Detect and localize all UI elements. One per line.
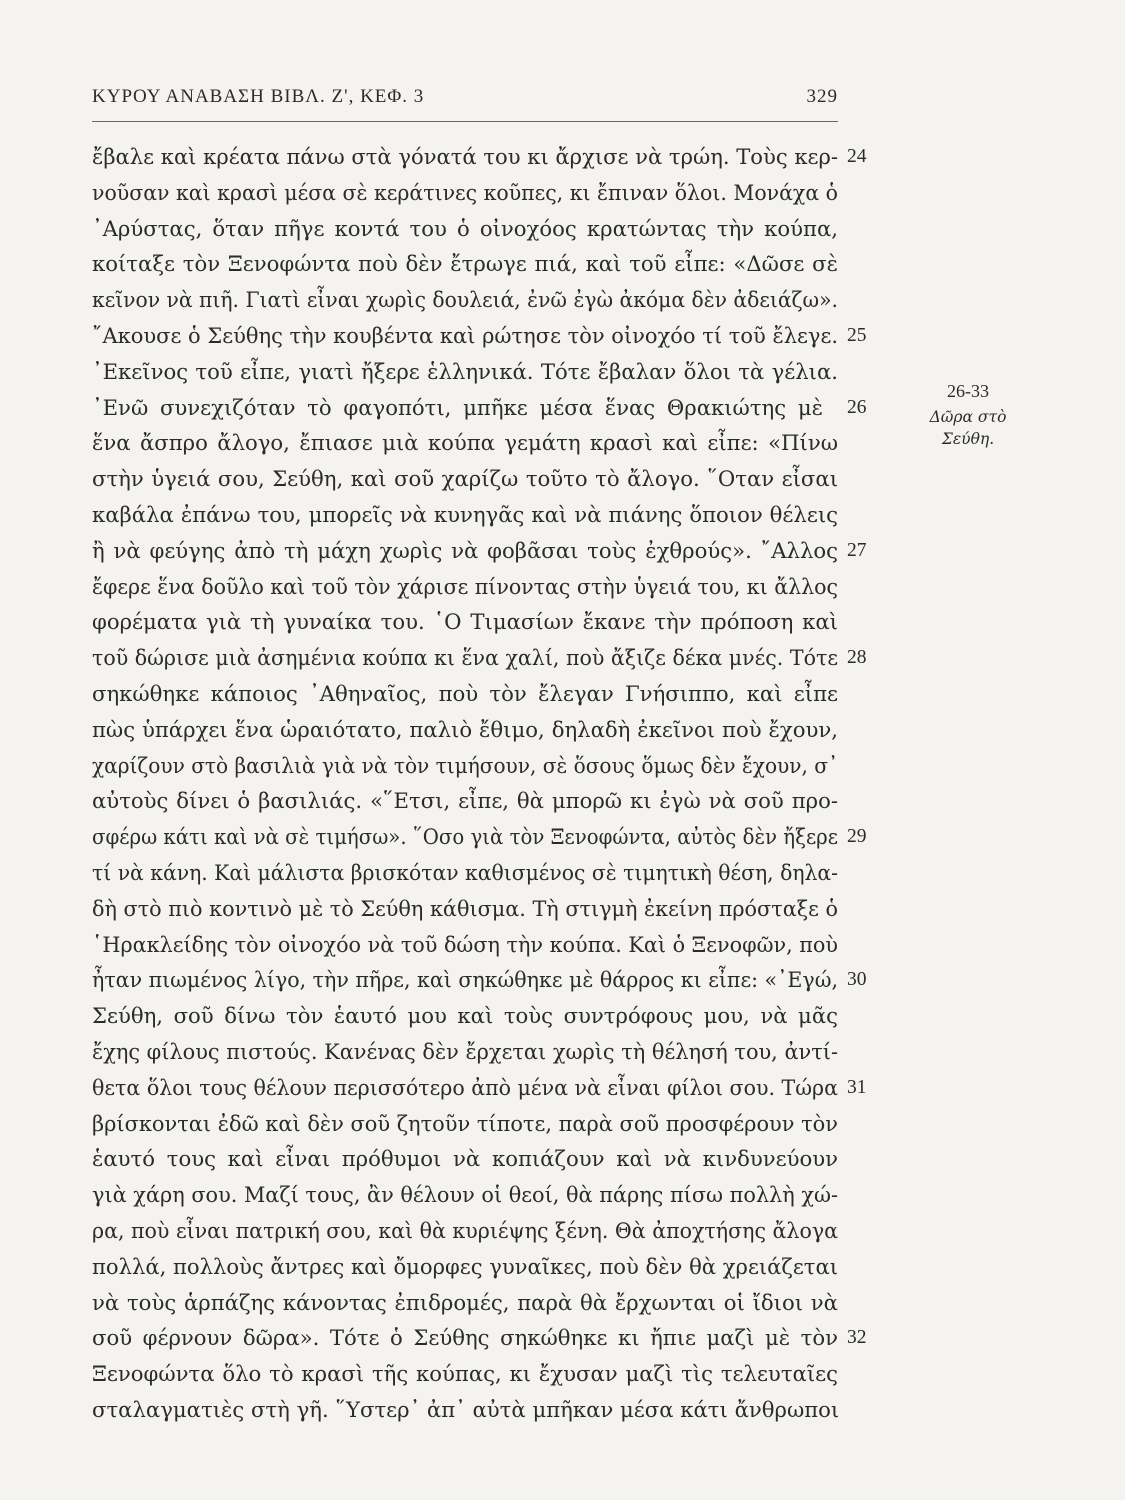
line-text: ᾿Εκεῖνος τοῦ εἶπε, γιατὶ ἤξερε ἑλληνικά. Τότε ἔβαλαν ὅλοι τὰ γέλια. [92,358,838,384]
line-text: χαρίζουν στὸ βασιλιὰ γιὰ νὰ τὸν τιμήσουν, σὲ ὅσους ὅμως δὲν ἔχουν, σ᾿ [92,752,838,778]
line-text: τοῦ δώρισε μιὰ ἀσημένια κούπα κι ἕνα χαλί, ποὺ ἄξιζε δέκα μνές. Τότε [92,645,838,671]
line-text: στὴν ὑγειά σου, Σεύθη, καὶ σοῦ χαρίζω τοῦτο τὸ ἄλογο. ῞Οταν εἶσαι [92,466,838,492]
text-line [92,676,842,712]
text-line [92,1356,842,1392]
text-line [92,318,867,354]
line-text: νοῦσαν καὶ κρασὶ μέσα σὲ κεράτινες κοῦπες, κι ἔπιναν ὅλοι. Μονάχα ὁ [92,179,838,205]
line-text: αὐτοὺς δίνει ὁ βασιλιάς. «῞Ετσι, εἶπε, θὰ μπορῶ κι ἐγὼ νὰ σοῦ προ- [92,788,838,814]
text-line [92,1249,842,1285]
paragraph-number: 32 [847,1327,867,1349]
line-text: κοίταξε τὸν Ξενοφώντα ποὺ δὲν ἔτρωγε πιά, καὶ τοῦ εἶπε: «Δῶσε σὲ [92,251,838,277]
text-line [92,1392,842,1428]
paragraph-number: 26 [847,396,867,418]
text-line [92,1034,842,1070]
line-text: Σεύθη, σοῦ δίνω τὸν ἑαυτό μου καὶ τοὺς συντρόφους μου, νὰ μᾶς [92,1003,838,1029]
text-line [92,569,842,605]
paragraph-number: 28 [847,647,867,669]
line-text: ᾿Ενῶ συνεχιζόταν τὸ φαγοπότι, μπῆκε μέσα ἕνας Θρακιώτης μὲ [92,394,823,420]
text-line [92,783,842,819]
line-text: ἦταν πιωμένος λίγο, τὴν πῆρε, καὶ σηκώθηκε μὲ θάρρος κι εἶπε: «᾿Εγώ, [92,967,838,993]
text-line [92,640,867,676]
page-number: 329 [806,86,838,107]
line-text: θετα ὅλοι τους θέλουν περισσότερο ἀπὸ μένα νὰ εἶναι φίλοι σου. Τώρα [92,1074,838,1100]
text-line [92,175,842,211]
line-text: σταλαγματιὲς στὴ γῆ. ῞Υστερ᾿ ἀπ᾿ αὐτὰ μπῆκαν μέσα κάτι ἄνθρωποι [92,1396,840,1422]
text-line [92,354,842,390]
text-line [92,282,842,318]
line-text: καβάλα ἐπάνω του, μπορεῖς νὰ κυνηγᾶς καὶ νὰ πιάνης ὅποιον θέλεις [92,501,838,527]
text-line [92,1106,842,1142]
text-line [92,533,867,569]
text-line [92,927,842,963]
line-text: σφέρω κάτι καὶ νὰ σὲ τιμήσω». ῞Οσο γιὰ τὸν Ξενοφώντα, αὐτὸς δὲν ἤξερε [92,824,838,850]
line-text: ἔχης φίλους πιστούς. Κανένας δὲν ἔρχεται χωρὶς τὴ θέλησή του, ἀντί- [92,1038,838,1064]
line-text: ἑαυτό τους καὶ εἶναι πρόθυμοι νὰ κοπιάζουν καὶ νὰ κινδυνεύουν [92,1146,838,1172]
line-text: τί νὰ κάνη. Καὶ μάλιστα βρισκόταν καθισμένος σὲ τιμητικὴ θέση, δηλα- [92,859,838,885]
paragraph-number: 31 [847,1076,867,1098]
text-line [92,712,842,748]
text-line [92,855,842,891]
margin-note-range: 26-33 [947,381,989,401]
line-text: κεῖνον νὰ πιῆ. Γιατὶ εἶναι χωρὶς δουλειά, ἐνῶ ἐγὼ ἀκόμα δὲν ἀδειάζω». [92,287,838,313]
line-text: σοῦ φέρνουν δῶρα». Τότε ὁ Σεύθης σηκώθηκε κι ἤπιε μαζὶ μὲ τὸν [92,1325,838,1351]
paragraph-number: 24 [847,146,867,167]
line-text: σηκώθηκε κάποιος ᾿Αθηναῖος, ποὺ τὸν ἔλεγαν Γνήσιππο, καὶ εἶπε [92,680,838,706]
line-text: πὼς ὑπάρχει ἕνα ὡραιότατο, παλιὸ ἔθιμο, δηλαδὴ ἐκεῖνοι ποὺ ἔχουν, [92,716,838,742]
text-line [92,390,867,426]
line-text: δὴ στὸ πιὸ κοντινὸ μὲ τὸ Σεύθη κάθισμα. Τὴ στιγμὴ ἐκείνη πρόσταξε ὁ [92,895,838,921]
text-line [92,1177,842,1213]
text-line [92,1285,842,1321]
text-line [92,1213,842,1249]
line-text: ἔφερε ἕνα δοῦλο καὶ τοῦ τὸν χάρισε πίνοντας στὴν ὑγειά του, κι ἄλλος [92,573,838,599]
line-text: ἢ νὰ φεύγης ἀπὸ τὴ μάχη χωρὶς νὰ φοβᾶσαι τοὺς ἐχθρούς». ῎Αλλος [92,537,838,563]
margin-note-caption: Δῶρα στὸ Σεύθη. [929,408,1007,448]
text-line [92,998,842,1034]
text-line [92,891,842,927]
text-line [92,1320,867,1356]
text-line [92,1070,867,1106]
margin-note [905,376,1031,450]
line-text: πολλά, πολλοὺς ἄντρες καὶ ὄμορφες γυναῖκες, ποὺ δὲν θὰ χρειάζεται [92,1253,838,1279]
text-line [92,497,842,533]
line-text: ῎Ακουσε ὁ Σεύθης τὴν κουβέντα καὶ ρώτησε τὸν οἰνοχόο τί τοῦ ἔλεγε. [92,322,838,348]
line-text: νὰ τοὺς ἁρπάζης κάνοντας ἐπιδρομές, παρὰ θὰ ἔρχωνται οἱ ἴδιοι νὰ [92,1289,838,1315]
line-text: γιὰ χάρη σου. Μαζί τους, ἂν θέλουν οἱ θεοί, θὰ πάρης πίσω πολλὴ χώ- [92,1182,838,1208]
paragraph-number: 30 [847,969,867,991]
text-line [92,211,842,247]
running-title: ΚΥΡΟΥ ΑΝΑΒΑΣΗ ΒΙΒΛ. Ζ', ΚΕΦ. 3 [92,86,425,107]
text-line [92,748,842,784]
line-text: βρίσκονται ἐδῶ καὶ δὲν σοῦ ζητοῦν τίποτε, παρὰ σοῦ προσφέρουν τὸν [92,1110,838,1136]
text-line [92,819,867,855]
header-rule [92,121,838,122]
body-text [92,139,867,1428]
text-line [92,1141,842,1177]
text-line [92,246,842,282]
paragraph-number: 27 [847,539,867,561]
paragraph-number: 25 [847,324,867,346]
line-text: ρα, ποὺ εἶναι πατρική σου, καὶ θὰ κυριέψης ξένη. Θὰ ἀποχτήσης ἄλογα [92,1217,838,1243]
line-text: Ξενοφώντα ὅλο τὸ κρασὶ τῆς κούπας, κι ἔχυσαν μαζὶ τὶς τελευταῖες [92,1361,838,1387]
text-line [92,139,867,175]
line-text: ᾿Αρύστας, ὅταν πῆγε κοντά του ὁ οἰνοχόος κρατώντας τὴν κούπα, [92,215,838,241]
text-line [92,604,842,640]
line-text: φορέματα γιὰ τὴ γυναίκα του. ῾Ο Τιμασίων ἔκανε τὴν πρόποση καὶ [92,609,838,635]
line-text: ἕνα ἄσπρο ἄλογο, ἔπιασε μιὰ κούπα γεμάτη κρασὶ καὶ εἶπε: «Πίνω [92,430,838,456]
paragraph-number: 29 [847,826,867,848]
text-line [92,425,842,461]
text-line [92,962,867,998]
line-text: ἔβαλε καὶ κρέατα πάνω στὰ γόνατά του κι ἄρχισε νὰ τρώη. Τοὺς κερ- [92,144,838,169]
text-line [92,461,842,497]
line-text: ῾Ηρακλείδης τὸν οἰνοχόο νὰ τοῦ δώση τὴν κούπα. Καὶ ὁ Ξενοφῶν, ποὺ [92,931,838,957]
running-header [92,86,838,116]
